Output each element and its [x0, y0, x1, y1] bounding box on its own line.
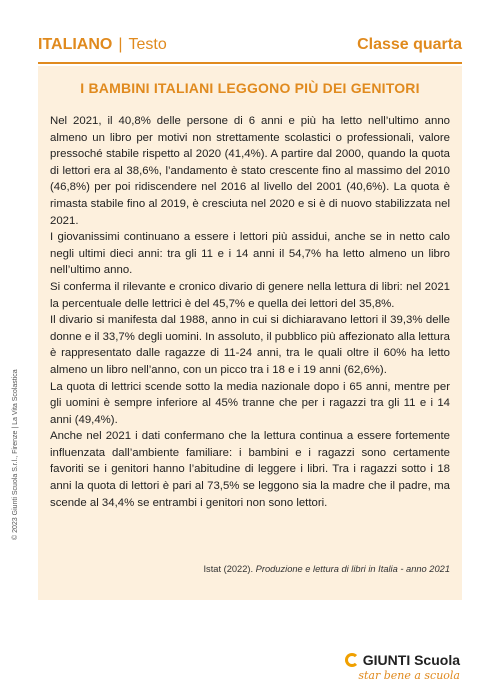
paragraph: I giovanissimi continuano a essere i lettori più assidui, anche se in netto calo negli ultimi dieci anni: tra gli 11 e i 14 anni il 54,7% ha letto almeno un libro nell’ultimo anno. [50, 231, 450, 277]
source-work: Produzione e lettura di libri in Italia - anno 2021 [255, 564, 450, 574]
paragraph: La quota di lettrici scende sotto la media nazionale dopo i 65 anni, mentre per gli uomini è sempre inferiore al 45% tranne che per i ragazzi tra gli 11 e i 14 anni (49,4%). [50, 380, 450, 426]
subject-label: ITALIANO [38, 36, 113, 53]
paragraph: Anche nel 2021 i dati confermano che la lettura continua a essere fortemente influenzata dall’ambiente familiare: i bambini e i ragazzi sono certamente favoriti se i genitori hanno l’abitudine di leggere i libri. Tra i ragazzi sotto i 18 anni la quota di lettori è pari al 73,5% se leggono sia la madre che il padre, ma scende al 34,4% se entrambi i genitori non sono lettori. [50, 430, 450, 509]
header-left [38, 36, 167, 54]
paragraph: Si conferma il rilevante e cronico divario di genere nella lettura di libri: nel 2021 la percentuale delle lettrici è del 45,7% e quella dei lettori del 35,8%. [50, 280, 450, 310]
source-author: Istat (2022). [203, 564, 254, 574]
header-separator: | [118, 36, 123, 53]
logo-name: GIUNTI Scuola [362, 652, 460, 668]
copyright-note: © 2023 Giunti Scuola S.r.l., Firenze | La Vita Scolastica [12, 369, 19, 540]
paragraph: Nel 2021, il 40,8% delle persone di 6 anni e più ha letto nell’ultimo anno almeno un libro per motivi non strettamente scolastici o professionali, valore pressoché stabile rispetto al 2020 (41,4%). A partire dal 2000, quando la quota di lettori era al 38,6%, l’andamento è stato crescente fino al massimo del 2010 (46,8%) per poi ridiscendere nel 2016 al livello del 2001 (40,6%). La quota è rimasta stabile fino al 2019, è cresciuta nel 2020 e si è di nuovo stabilizzata nel 2021. [50, 115, 450, 227]
header-rule [38, 62, 462, 64]
giunti-logo-icon [345, 653, 359, 667]
page-header [38, 36, 462, 54]
paragraph: Il divario si manifesta dal 1988, anno in cui si dichiaravano lettori il 39,3% delle donne e il 33,7% degli uomini. In assoluto, il pubblico più affezionato alla lettura è rappresentato dalle ragazze di 11-24 anni, tra le quali oltre il 60% ha letto almeno un libro nell’anno, con un picco tra i 18 e i 19 anni (62,6%). [50, 314, 450, 376]
logo-tagline: star bene a scuola [358, 669, 460, 682]
source-citation [203, 564, 450, 574]
grade-label: Classe quarta [357, 36, 462, 53]
text-body [50, 113, 450, 511]
type-label: Testo [128, 36, 167, 53]
logo-name-row [345, 652, 460, 668]
publisher-logo [345, 652, 460, 682]
text-title: I BAMBINI ITALIANI LEGGONO PIÙ DEI GENITORI [80, 80, 420, 96]
